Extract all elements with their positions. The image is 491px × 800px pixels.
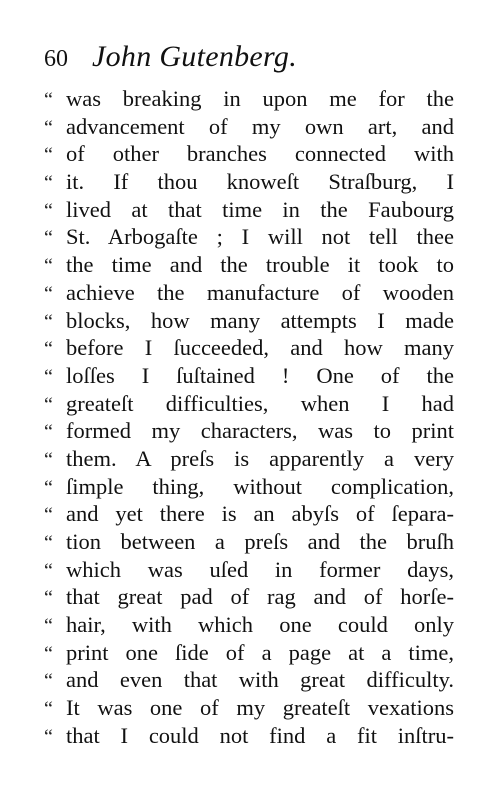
text-line [44,473,454,501]
text-line [44,390,454,418]
line-text: lived at that time in the Faubourg [66,196,454,222]
text-line [44,85,454,113]
text-line [44,279,454,307]
text-line [44,334,454,362]
text-line [44,528,454,556]
quotation-mark: “ [44,725,53,748]
quotation-mark: “ [44,504,53,527]
quotation-mark: “ [44,615,53,638]
quotation-mark: “ [44,199,53,222]
quotation-mark: “ [44,642,53,665]
line-text: ſimple thing, without complication, [66,473,454,499]
quotation-mark: “ [44,116,53,139]
text-line [44,556,454,584]
line-text: hair, with which one could only [66,612,454,638]
line-text: loſſes I ſuſtained ! One of the [66,362,454,388]
line-text: achieve the manufacture of wooden [66,279,454,305]
line-text: which was uſed in former days, [66,556,454,582]
quotation-mark: “ [44,476,53,499]
quotation-mark: “ [44,448,53,471]
text-line [44,583,454,611]
quotation-mark: “ [44,282,53,305]
quotation-mark: “ [44,365,53,388]
line-text: that great pad of rag and of horſe- [66,584,454,610]
text-line [44,694,454,722]
quotation-mark: “ [44,172,53,195]
text-line [44,307,454,335]
text-line [44,666,454,694]
line-text: blocks, how many attempts I made [66,307,454,333]
text-line [44,251,454,279]
quotation-mark: “ [44,698,53,721]
text-line [44,362,454,390]
line-text: it. If thou knoweſt Straſburg, I [66,169,454,195]
line-text: greateſt difficulties, when I had [66,390,454,416]
line-text: before I ſucceeded, and how many [66,335,454,361]
line-text: them. A preſs is apparently a very [66,445,454,471]
line-text: advancement of my own art, and [66,113,454,139]
text-line [44,611,454,639]
line-text: and even that with great difficulty. [66,667,454,693]
quotation-mark: “ [44,532,53,554]
page-number: 60 [44,46,68,72]
quotation-mark: “ [44,89,53,111]
line-text: tion between a preſs and the bruſh [66,529,454,554]
body-text [44,85,454,750]
text-line [44,500,454,528]
text-line [44,223,454,251]
quotation-mark: “ [44,393,53,416]
text-line [44,722,454,750]
quotation-mark: “ [44,338,53,361]
line-text: It was one of my greateſt vexations [66,695,454,721]
quotation-mark: “ [44,227,53,250]
quotation-mark: “ [44,255,53,278]
quotation-mark: “ [44,587,53,610]
quotation-mark: “ [44,310,53,333]
line-text: and yet there is an abyſs of ſepara- [66,501,454,527]
quotation-mark: “ [44,144,53,167]
quotation-mark: “ [44,421,53,444]
line-text: the time and the trouble it took to [66,252,454,278]
quotation-mark: “ [44,670,53,693]
line-text: formed my characters, was to print [66,418,454,444]
text-line [44,113,454,141]
line-text: St. Arbogaſte ; I will not tell thee [66,224,454,250]
quotation-mark: “ [44,559,53,582]
text-line [44,639,454,667]
line-text: print one ſide of a page at a time, [66,639,454,665]
line-text: was breaking in upon me for the [66,86,454,111]
text-line [44,445,454,473]
text-line [44,196,454,224]
running-title: John Gutenberg. [92,40,298,73]
text-line [44,417,454,445]
text-line [44,140,454,168]
page-header [44,40,297,88]
text-line [44,168,454,196]
line-text: that I could not find a fit inſtru- [66,722,454,748]
line-text: of other branches connected with [66,141,454,167]
